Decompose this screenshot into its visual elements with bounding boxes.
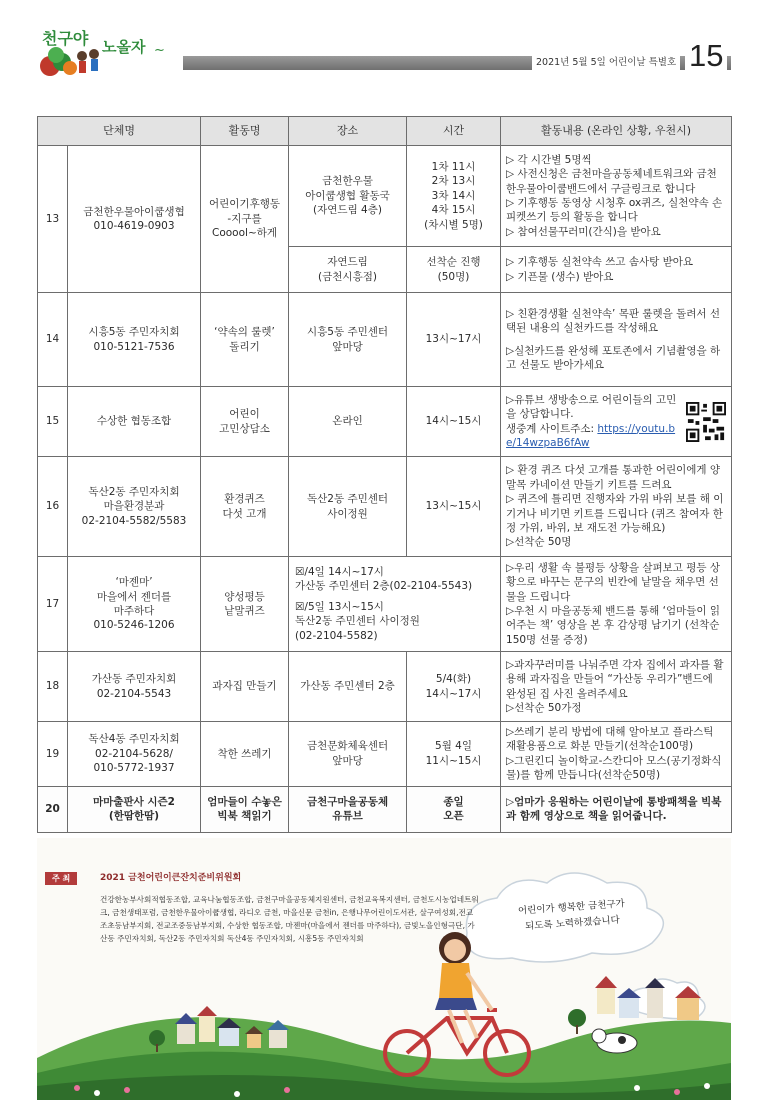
header-org: 단체명: [38, 117, 201, 146]
header-activity: 활동명: [201, 117, 289, 146]
place-line: 금천구마을공동체: [306, 795, 389, 808]
activity-line: ‘약속의 룰렛’: [214, 326, 275, 339]
org-cell: [68, 722, 201, 787]
place-line: 유튜브: [332, 810, 363, 823]
activity-cell: [201, 387, 289, 457]
details-line: ▷ 환경 퀴즈 다섯 고개를 통과한 어린이에게 양말목 카네이션 만들기 키트를 드려요: [506, 464, 721, 491]
place-time-line: (02-2104-5582): [295, 629, 378, 642]
activity-line: 어린이기후행동: [209, 198, 281, 211]
org-line: 마을환경분과: [103, 500, 165, 513]
org-line: 가산동 주민자치회: [91, 673, 177, 686]
place-line: 자연드림: [327, 256, 368, 269]
org-cell: [68, 457, 201, 557]
place-cell: [289, 722, 407, 787]
activity-line: Cooool~하게: [212, 227, 278, 240]
details-text: [506, 393, 680, 451]
org-line: 독산4동 주민자치회: [88, 733, 180, 746]
activity-cell: [201, 293, 289, 387]
org-line: 010-5772-1937: [93, 762, 175, 775]
org-cell: [68, 652, 201, 722]
youtube-link[interactable]: https://youtu.be/14wzpaB6fAw: [506, 422, 676, 449]
row-number: 16: [38, 457, 68, 557]
row-number: 17: [38, 557, 68, 652]
row-number: 13: [38, 146, 68, 293]
org-line: 독산2동 주민자치회: [88, 485, 180, 498]
place-line: 시흥5동 주민센터: [307, 326, 389, 339]
row-number: 19: [38, 722, 68, 787]
place-line: 앞마당: [332, 340, 363, 353]
activity-cell: 착한 쓰레기: [201, 722, 289, 787]
activity-line: 환경퀴즈: [224, 493, 265, 506]
header-details: 활동내용 (온라인 상황, 우천시): [501, 117, 732, 146]
time-cell: 13시~17시: [407, 293, 501, 387]
details-line: ▷실천카드를 완성해 포토존에서 기념촬영을 하고 선물도 받아가세요: [506, 344, 721, 371]
row-number: 14: [38, 293, 68, 387]
place-line: 금천한우물: [322, 175, 373, 188]
table-row: [38, 387, 732, 457]
activity-line: 엄마들이 수놓은: [207, 795, 282, 808]
place-cell: [289, 146, 407, 247]
activity-line: 어린이: [229, 408, 260, 421]
details-line: ▷ 기후행동 동영상 시청후 ox퀴즈, 실천약속 손피켓쓰기 등의 활동을 합니다: [506, 197, 723, 224]
time-line: 선착순 진행: [426, 256, 481, 269]
details-cell: [501, 247, 732, 293]
svg-text:노올자: 노올자: [102, 38, 146, 56]
place-line: 금천문화체육센터: [306, 740, 389, 753]
org-line: 02-2104-5582/5583: [81, 514, 187, 527]
table-row: [38, 457, 732, 557]
details-line: ▷그린킨디 놀이학교-스칸디아 모스(공기정화식물)를 함께 만듭니다(선착순50명): [506, 754, 722, 782]
time-line: 11시~15시: [425, 754, 482, 767]
org-line: 010-5121-7536: [93, 340, 175, 353]
details-line: ▷ 기픈물 (생수) 받아요: [506, 270, 614, 283]
activity-cell: [201, 786, 289, 832]
place-cell: [289, 293, 407, 387]
activity-line: 돌리기: [229, 340, 260, 353]
details-line: ▷ 각 시간별 5명씩: [506, 153, 592, 166]
row-number: 20: [38, 786, 68, 832]
details-line: ▷쓰레기 분리 방법에 대해 알아보고 플라스틱 재활용품으로 화분 만들기(선착순100명): [506, 726, 714, 753]
place-cell: 가산동 주민센터 2층: [289, 652, 407, 722]
org-cell: [68, 557, 201, 652]
time-line: 5월 4일: [435, 740, 473, 753]
details-cell: [501, 146, 732, 247]
page-number: 15: [685, 36, 727, 76]
time-line: 2차 13시: [431, 175, 476, 188]
table-row: [38, 557, 732, 652]
org-line: 010-4619-0903: [93, 220, 175, 232]
place-line: 독산2동 주민센터: [307, 493, 389, 506]
time-line: 종일: [443, 795, 464, 808]
time-line: (50명): [437, 270, 470, 283]
place-cell: [289, 786, 407, 832]
place-time-line: ☒/4일 14시~17시: [295, 565, 384, 578]
details-cell: [501, 652, 732, 722]
details-line: ▷ 친환경생활 실천약속’ 목판 룰렛을 돌려서 선택된 내용의 실천카드를 작성해요: [506, 307, 721, 335]
time-cell: 14시~15시: [407, 387, 501, 457]
table-row: [38, 786, 732, 832]
time-line: 오픈: [443, 810, 464, 823]
row-number: 15: [38, 387, 68, 457]
details-cell: [501, 722, 732, 787]
org-line: 마주하다: [113, 605, 155, 617]
footer-banner: [37, 838, 731, 1100]
place-time-cell: [289, 557, 501, 652]
details-line: ▷선착순 50명: [506, 536, 572, 549]
place-line: (자연드림 4층): [313, 204, 382, 217]
details-line: ▷과자꾸러미를 나눠주면 각자 집에서 과자를 활용해 과자집을 만들어 “가산동 우리가”밴드에 완성된 집 사진 올려주세요: [506, 658, 724, 700]
time-line: 3차 14시: [431, 189, 476, 202]
details-line: [506, 336, 726, 344]
details-line: ▷ 기후행동 실천약속 쓰고 솜사탕 받아요: [506, 256, 694, 269]
details-cell: [501, 293, 732, 387]
activity-cell: [201, 557, 289, 652]
details-cell: [501, 387, 732, 457]
org-line: 02-2104-5543: [96, 687, 172, 700]
org-line: 마마출판사 시즌2: [93, 795, 175, 808]
org-line: 010-5246-1206: [93, 619, 175, 632]
table-row: [38, 146, 732, 247]
table-row: [38, 652, 732, 722]
time-line: 1차 11시: [431, 160, 476, 173]
activity-line: 낱말퀴즈: [224, 605, 265, 617]
place-time-line: 독산2동 주민센터 사이정원: [295, 615, 420, 628]
svg-text:천구야: 천구야: [42, 29, 89, 48]
activity-line: 빅북 책읽기: [217, 810, 272, 823]
details-line: 생중계 사이트주소:: [506, 422, 598, 435]
activity-line: -지구를: [227, 212, 262, 225]
details-line: ▷선착순 50가정: [506, 701, 582, 714]
cloud-message-line: 어린이가 행복한 금천구가: [517, 898, 626, 917]
issue-date: 2021년 5월 5일 어린이날 특별호: [532, 54, 680, 71]
place-cell: [289, 247, 407, 293]
details-with-qr: [506, 393, 726, 451]
svg-text:~: ~: [154, 43, 165, 58]
details-line: ▷우천 시 마을공동체 밴드를 통해 ‘엄마들이 읽어주는 책’ 영상을 본 후 감상평 남기기 (선착순 150명 선물 증정): [506, 605, 721, 646]
org-line: 02-2104-5628/: [95, 747, 173, 760]
table-row: [38, 293, 732, 387]
activity-cell: 과자집 만들기: [201, 652, 289, 722]
activity-line: 양성평등: [224, 590, 265, 603]
time-line: 4차 15시: [431, 204, 476, 217]
place-time-line: ☒/5일 13시~15시: [295, 600, 384, 613]
header-time: 시간: [407, 117, 501, 146]
details-cell: [501, 557, 732, 652]
organizer-tag: 주 최: [45, 872, 77, 885]
place-line: (금천시흥점): [318, 270, 377, 283]
details-line: ▷ 참여선물꾸러미(간식)을 받아요: [506, 225, 661, 238]
activity-line: 다섯 고개: [222, 507, 267, 520]
place-cell: 온라인: [289, 387, 407, 457]
org-line: ‘마젠마’: [115, 576, 153, 589]
place-line: 앞마당: [332, 754, 363, 767]
cloud-message-line: 되도록 노력하겠습니다: [524, 914, 621, 933]
org-cell: [68, 293, 201, 387]
activity-cell: [201, 146, 289, 293]
time-line: 14시~17시: [425, 687, 482, 700]
place-line: 사이정원: [327, 507, 368, 520]
details-line: ▷우리 생활 속 불평등 상황을 살펴보고 평등 상황으로 바꾸는 문구의 빈칸에 낱말을 채우면 선물을 드립니다: [506, 561, 721, 603]
row-number: 18: [38, 652, 68, 722]
details-line: ▷ 퀴즈에 틀리면 진행자와 가위 바위 보를 해 이기거나 비기면 키트를 드립니다 (퀴즈 참여자 한정 가위, 바위, 보 재도전 가능해요): [506, 493, 724, 534]
activity-cell: [201, 457, 289, 557]
time-line: (차시별 5명): [424, 218, 483, 231]
place-cell: [289, 457, 407, 557]
events-table: [37, 116, 732, 833]
org-line: 마을에서 젠더를: [96, 590, 172, 603]
page-header: [0, 0, 765, 90]
time-cell: [407, 786, 501, 832]
details-cell: ▷엄마가 응원하는 어린이날에 통방패책을 빅북과 함께 영상으로 책을 읽어줍니다.: [501, 786, 732, 832]
details-line: ▷유튜브 생방송으로 어린이들의 고민을 상담합니다.: [506, 393, 677, 421]
header-place: 장소: [289, 117, 407, 146]
time-line: 5/4(화): [435, 673, 472, 686]
details-cell: [501, 457, 732, 557]
qr-code-icon[interactable]: [686, 402, 726, 442]
organizer-members: 건강한농부사회적협동조합, 교육나눔협동조합, 금천구마을공동체지원센터, 금천교육복지센터, 금천도시농업네트워크, 금천생태포럼, 금천한우물아이쿱생협, 라디오 금천, 마을신문 금천in, 은행나무어린이도서관, 살구여성회,전교조초등남부지회, 전교조중등남부지회, 수상한 협동조합, 마젠마(마을에서 젠더를 마주하다), 금빛노을인형극단, 가산동 주민자치회, 독산2동 주민자치회 독산4동 주민자치회, 시흥5동 주민자치회: [100, 895, 479, 943]
org-line: (한땀한땀): [108, 810, 160, 823]
org-line: 시흥5동 주민자치회: [88, 326, 180, 339]
time-cell: [407, 146, 501, 247]
table-header-row: [38, 117, 732, 146]
org-cell: [68, 786, 201, 832]
organizer-title: 2021 금천어린이큰잔치준비위원회: [100, 873, 242, 883]
org-cell: 수상한 협동조합: [68, 387, 201, 457]
time-cell: [407, 722, 501, 787]
time-cell: [407, 652, 501, 722]
org-line: 금천한우물아이쿱생협: [83, 205, 185, 218]
details-line: ▷ 사전신청은 금천마을공동체네트워크와 금천한우물아이쿱밴드에서 구글링크로 합니다: [506, 168, 717, 195]
time-cell: 13시~15시: [407, 457, 501, 557]
activity-line: 고민상담소: [219, 422, 270, 435]
newspaper-logo: [36, 22, 166, 78]
org-cell: [68, 146, 201, 293]
place-time-line: 가산동 주민센터 2층(02-2104-5543): [295, 580, 473, 593]
table-row: [38, 722, 732, 787]
time-cell: [407, 247, 501, 293]
place-line: 아이쿱생협 활동국: [305, 189, 390, 202]
